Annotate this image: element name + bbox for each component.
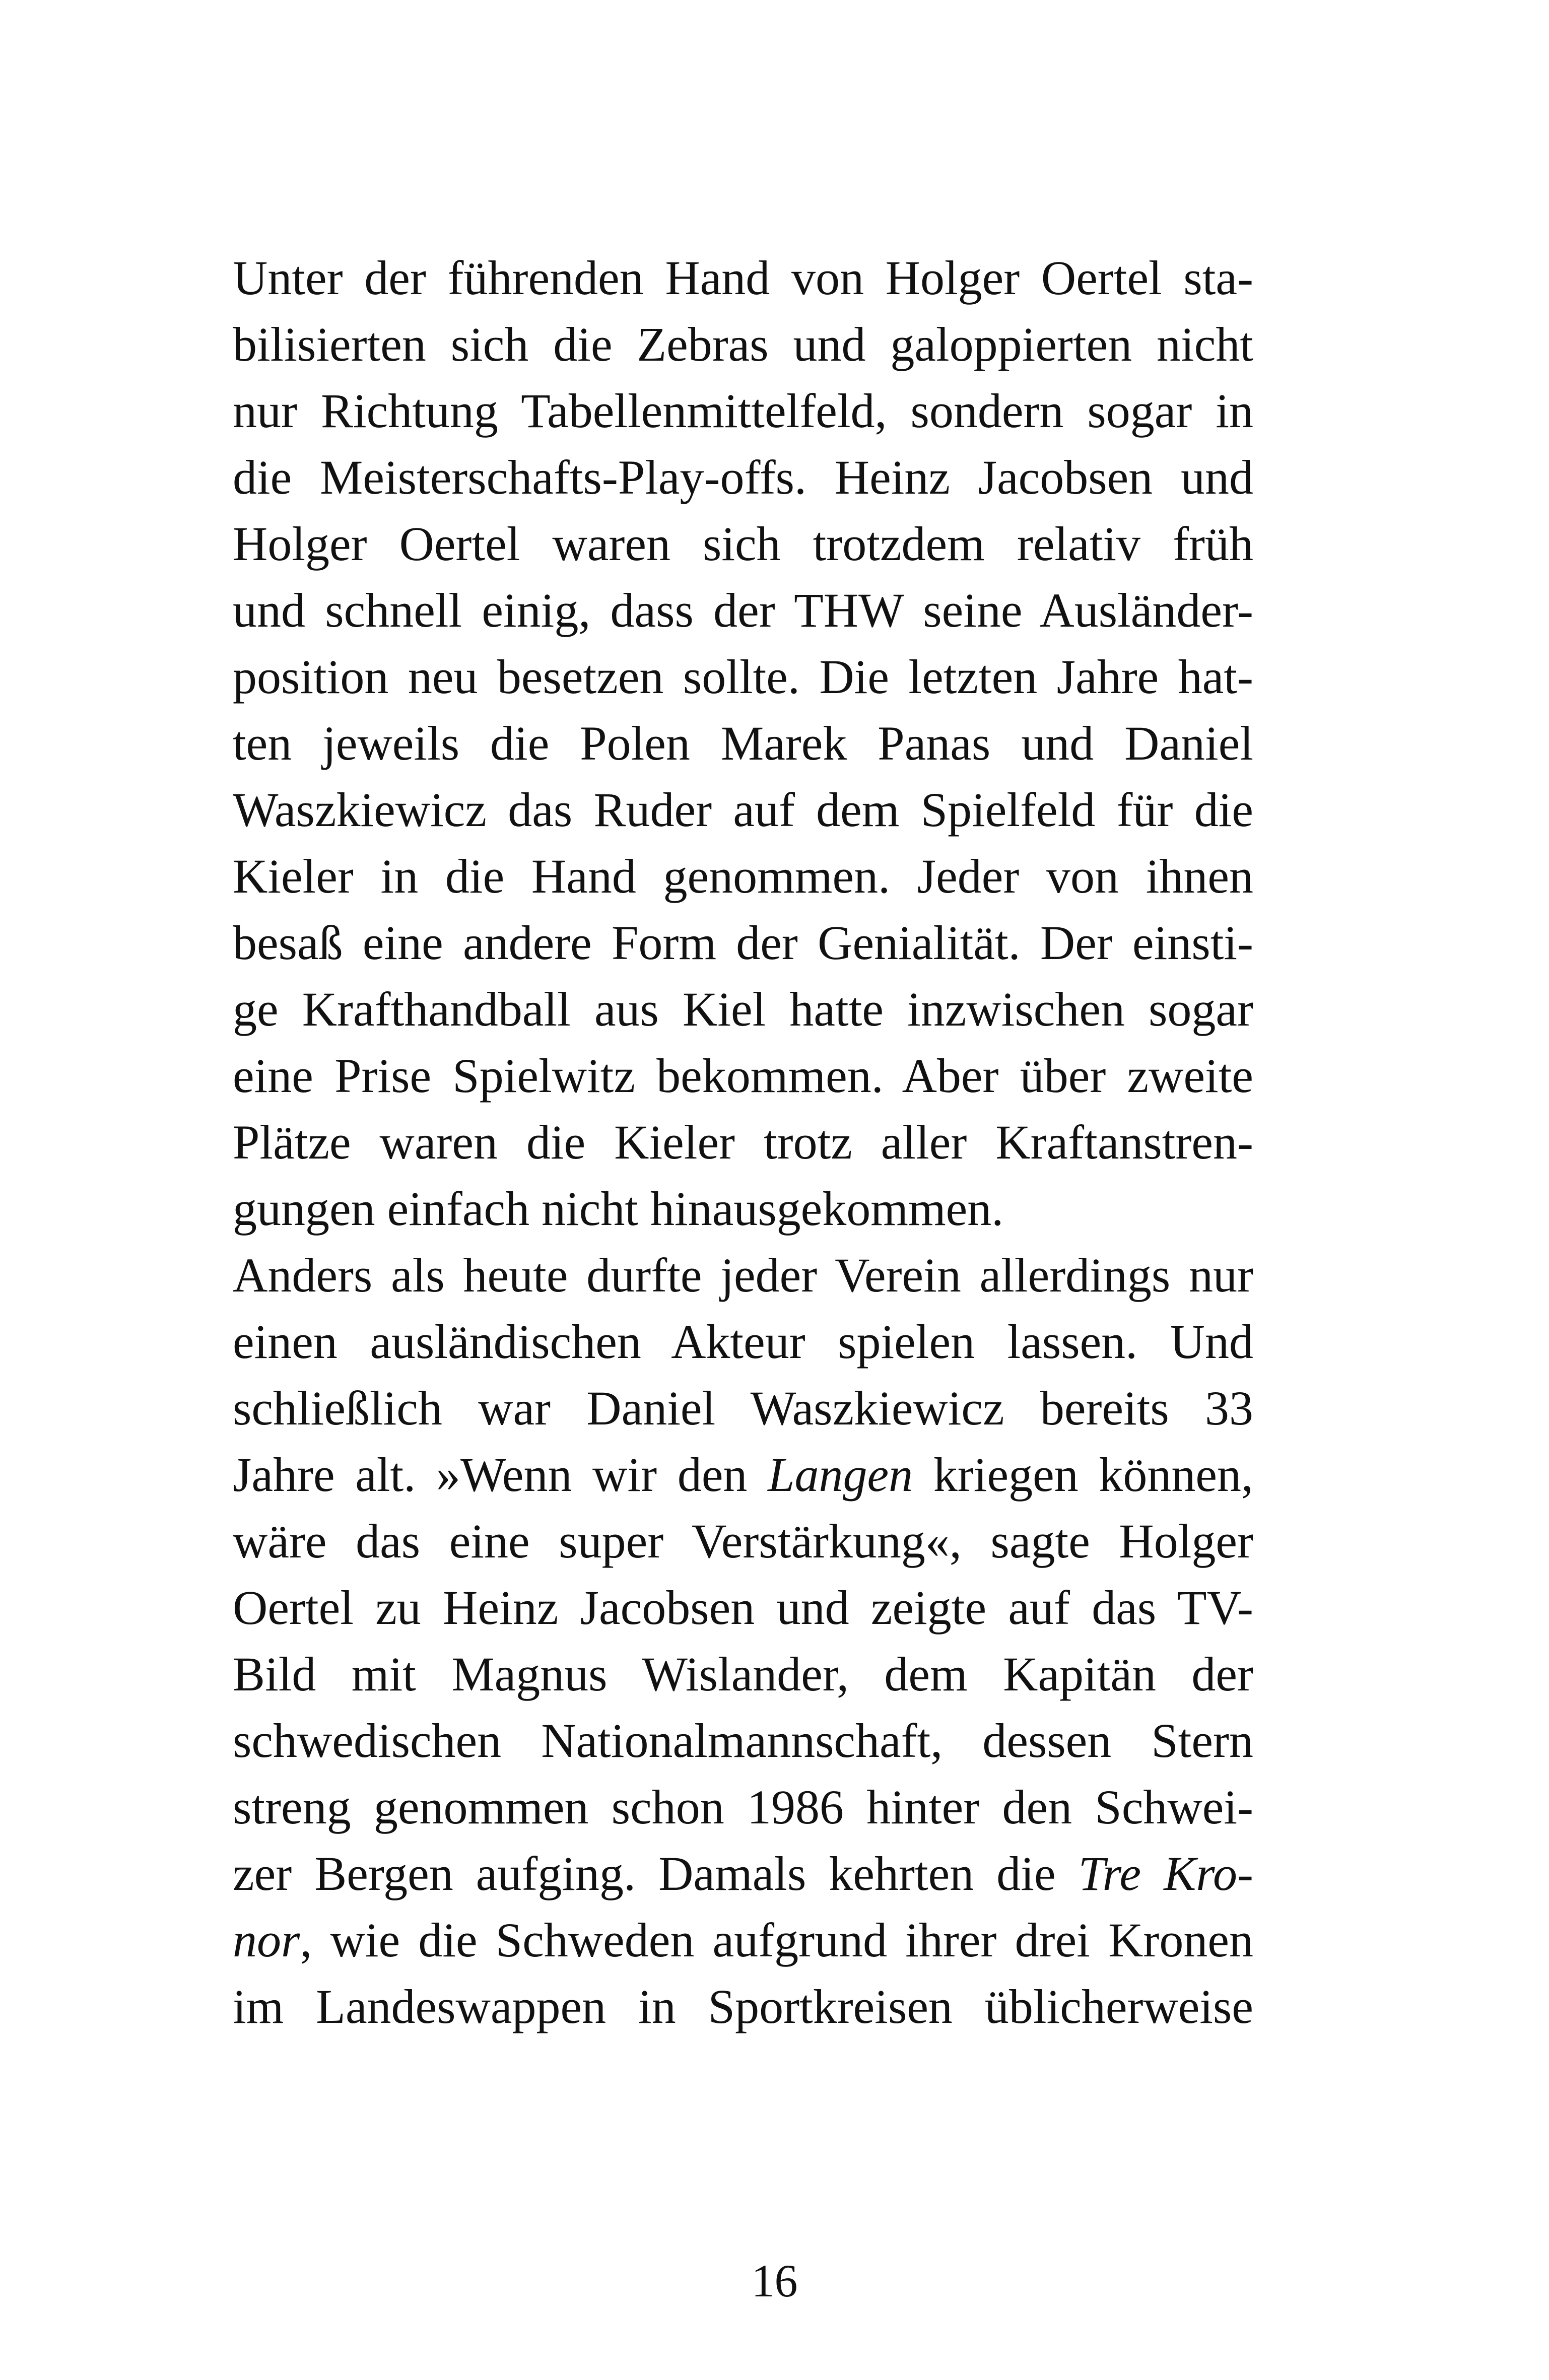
text-line <box>233 1641 1253 1708</box>
italic-text: Langen <box>768 1448 913 1502</box>
text-segment: die Meisterschafts-Play-offs. Heinz Jacobsen und <box>233 450 1253 504</box>
text-line <box>233 511 1253 577</box>
text-segment: besaß eine andere Form der Genialität. Der einsti- <box>233 916 1253 970</box>
text-line <box>233 1043 1253 1109</box>
text-line <box>233 1442 1253 1508</box>
text-line <box>233 1708 1253 1774</box>
text-line <box>233 976 1253 1043</box>
text-segment: nur Richtung Tabellenmittelfeld, sondern sogar in <box>233 384 1253 438</box>
text-line <box>233 1176 1253 1242</box>
text-segment: ge Krafthandball aus Kiel hatte inzwischen sogar <box>233 982 1253 1036</box>
text-segment: wäre das eine super Verstärkung«, sagte Holger <box>233 1514 1253 1568</box>
text-line <box>233 843 1253 910</box>
text-segment: ten jeweils die Polen Marek Panas und Daniel <box>233 716 1253 770</box>
text-segment: eine Prise Spielwitz bekommen. Aber über zweite <box>233 1049 1253 1103</box>
text-segment: bilisierten sich die Zebras und galoppierten nicht <box>233 317 1253 371</box>
text-segment: Holger Oertel waren sich trotzdem relativ früh <box>233 517 1253 571</box>
text-segment: einen ausländischen Akteur spielen lassen. Und <box>233 1315 1253 1369</box>
text-line <box>233 1375 1253 1442</box>
text-line <box>233 577 1253 644</box>
text-line <box>233 1575 1253 1641</box>
text-segment: schwedischen Nationalmannschaft, dessen Stern <box>233 1714 1253 1767</box>
text-segment: im Landeswappen in Sportkreisen üblicherweise <box>233 1980 1253 2033</box>
text-line <box>233 710 1253 777</box>
text-segment: position neu besetzen sollte. Die letzten Jahre hat- <box>233 650 1253 704</box>
text-line <box>233 1109 1253 1176</box>
text-segment: , wie die Schweden aufgrund ihrer drei Kronen <box>300 1913 1253 1967</box>
text-segment: gungen einfach nicht hinausgekommen. <box>233 1182 1004 1236</box>
page-number: 16 <box>751 2255 798 2306</box>
text-line <box>233 1841 1253 1907</box>
text-segment: und schnell einig, dass der THW seine Ausländer- <box>233 583 1253 637</box>
text-line <box>233 1309 1253 1375</box>
text-line <box>233 777 1253 843</box>
text-line <box>233 1774 1253 1841</box>
text-segment: Bild mit Magnus Wislander, dem Kapitän der <box>233 1647 1253 1701</box>
text-line <box>233 444 1253 511</box>
text-line <box>233 245 1253 311</box>
text-segment: Plätze waren die Kieler trotz aller Kraftanstren- <box>233 1115 1253 1169</box>
text-line <box>233 644 1253 710</box>
body-text <box>233 245 1253 2040</box>
text-segment: Waszkiewicz das Ruder auf dem Spielfeld für die <box>233 783 1253 837</box>
italic-text: nor <box>233 1913 300 1967</box>
text-line <box>233 1508 1253 1575</box>
text-segment: Anders als heute durfte jeder Verein allerdings nur <box>233 1248 1253 1302</box>
text-segment: Oertel zu Heinz Jacobsen und zeigte auf das TV- <box>233 1581 1253 1635</box>
text-line <box>233 910 1253 976</box>
text-segment: streng genommen schon 1986 hinter den Schwei- <box>233 1780 1253 1834</box>
text-line <box>233 1242 1253 1309</box>
text-line <box>233 1974 1253 2040</box>
text-line <box>233 311 1253 378</box>
text-segment: Jahre alt. »Wenn wir den <box>233 1448 768 1502</box>
text-segment: Kieler in die Hand genommen. Jeder von ihnen <box>233 849 1253 903</box>
text-line <box>233 378 1253 444</box>
text-segment: Unter der führenden Hand von Holger Oertel sta- <box>233 251 1253 305</box>
italic-text: Tre Kro- <box>1078 1847 1254 1900</box>
text-segment: kriegen können, <box>913 1448 1253 1502</box>
text-segment: schließlich war Daniel Waszkiewicz bereits 33 <box>233 1381 1253 1435</box>
text-segment: zer Bergen aufging. Damals kehrten die <box>233 1847 1079 1900</box>
text-line <box>233 1907 1253 1974</box>
